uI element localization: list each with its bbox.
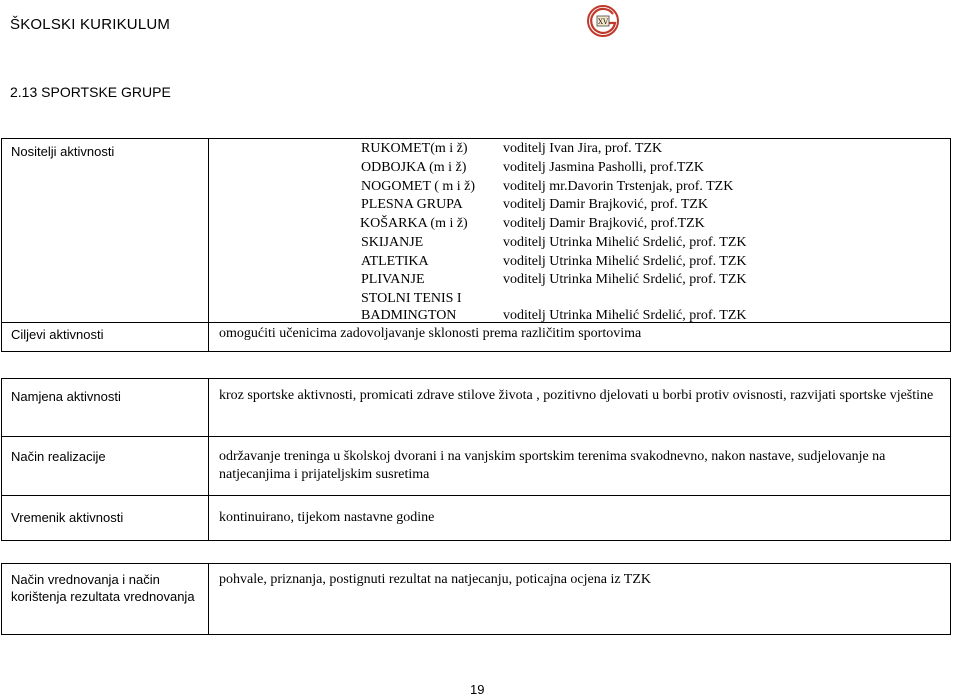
sport-name: PLIVANJE xyxy=(361,272,425,287)
sport-name: BADMINGTON xyxy=(361,308,457,323)
sport-name: STOLNI TENIS I xyxy=(361,291,462,306)
sport-name: SKIJANJE xyxy=(361,235,424,250)
namjena-label: Namjena aktivnosti xyxy=(11,389,121,404)
coach-name: voditelj Damir Brajković, prof.TZK xyxy=(503,216,705,231)
coach-name: voditelj Utrinka Mihelić Srdelić, prof. TZK xyxy=(503,272,747,287)
vrednovanje-label: Način vrednovanja i način korištenja rezultata vrednovanja xyxy=(11,572,195,604)
coach-name: voditelj Utrinka Mihelić Srdelić, prof. TZK xyxy=(503,308,747,323)
nositelji-label: Nositelji aktivnosti xyxy=(11,144,115,159)
logo-text: XV xyxy=(597,18,609,26)
coach-name: voditelj Utrinka Mihelić Srdelić, prof. TZK xyxy=(503,235,747,250)
document-header-title: ŠKOLSKI KURIKULUM xyxy=(10,16,171,33)
coach-name: voditelj Utrinka Mihelić Srdelić, prof. TZK xyxy=(503,254,747,269)
sport-name: KOŠARKA (m i ž) xyxy=(360,216,468,231)
vrednovanje-value: pohvale, priznanja, postignuti rezultat na natjecanju, poticajna ocjena iz TZK xyxy=(219,572,652,587)
sport-name: NOGOMET ( m i ž) xyxy=(361,179,476,194)
sport-name: ODBOJKA (m i ž) xyxy=(361,160,467,175)
ciljevi-value: omogućiti učenicima zadovoljavanje sklonosti prema različitim sportovima xyxy=(219,326,642,341)
vremenik-value: kontinuirano, tijekom nastavne godine xyxy=(219,510,435,525)
namjena-value: kroz sportske aktivnosti, promicati zdrave stilove života , pozitivno djelovati u borbi protiv ovisnosti, razvijati sportske vještine xyxy=(219,388,934,403)
section-title: 2.13 SPORTSKE GRUPE xyxy=(10,84,171,100)
sport-name: PLESNA GRUPA xyxy=(361,197,463,212)
table-namjena-nacin-vremenik xyxy=(1,378,951,541)
coach-name: voditelj mr.Davorin Trstenjak, prof. TZK xyxy=(503,179,734,194)
ciljevi-label: Ciljevi aktivnosti xyxy=(11,327,104,342)
table-vrednovanje xyxy=(1,563,951,635)
coach-name: voditelj Damir Brajković, prof. TZK xyxy=(503,197,709,212)
vremenik-label: Vremenik aktivnosti xyxy=(11,510,124,525)
page-number: 19 xyxy=(470,682,485,697)
coach-name: voditelj Ivan Jira, prof. TZK xyxy=(503,141,663,156)
sport-name: RUKOMET(m i ž) xyxy=(361,141,468,156)
sport-name: ATLETIKA xyxy=(361,254,429,269)
table-nositelji-ciljevi xyxy=(1,138,951,352)
coach-name: voditelj Jasmina Pasholli, prof.TZK xyxy=(503,160,705,175)
nacin-realizacije-value: održavanje treninga u školskoj dvorani i na vanjskim sportskim terenima svakodnevno, nakon nastave, sudjelovanje na natjecanjima i prijateljskim susretima xyxy=(219,449,886,482)
school-logo-icon xyxy=(586,4,620,38)
nacin-realizacije-label: Način realizacije xyxy=(11,449,106,464)
